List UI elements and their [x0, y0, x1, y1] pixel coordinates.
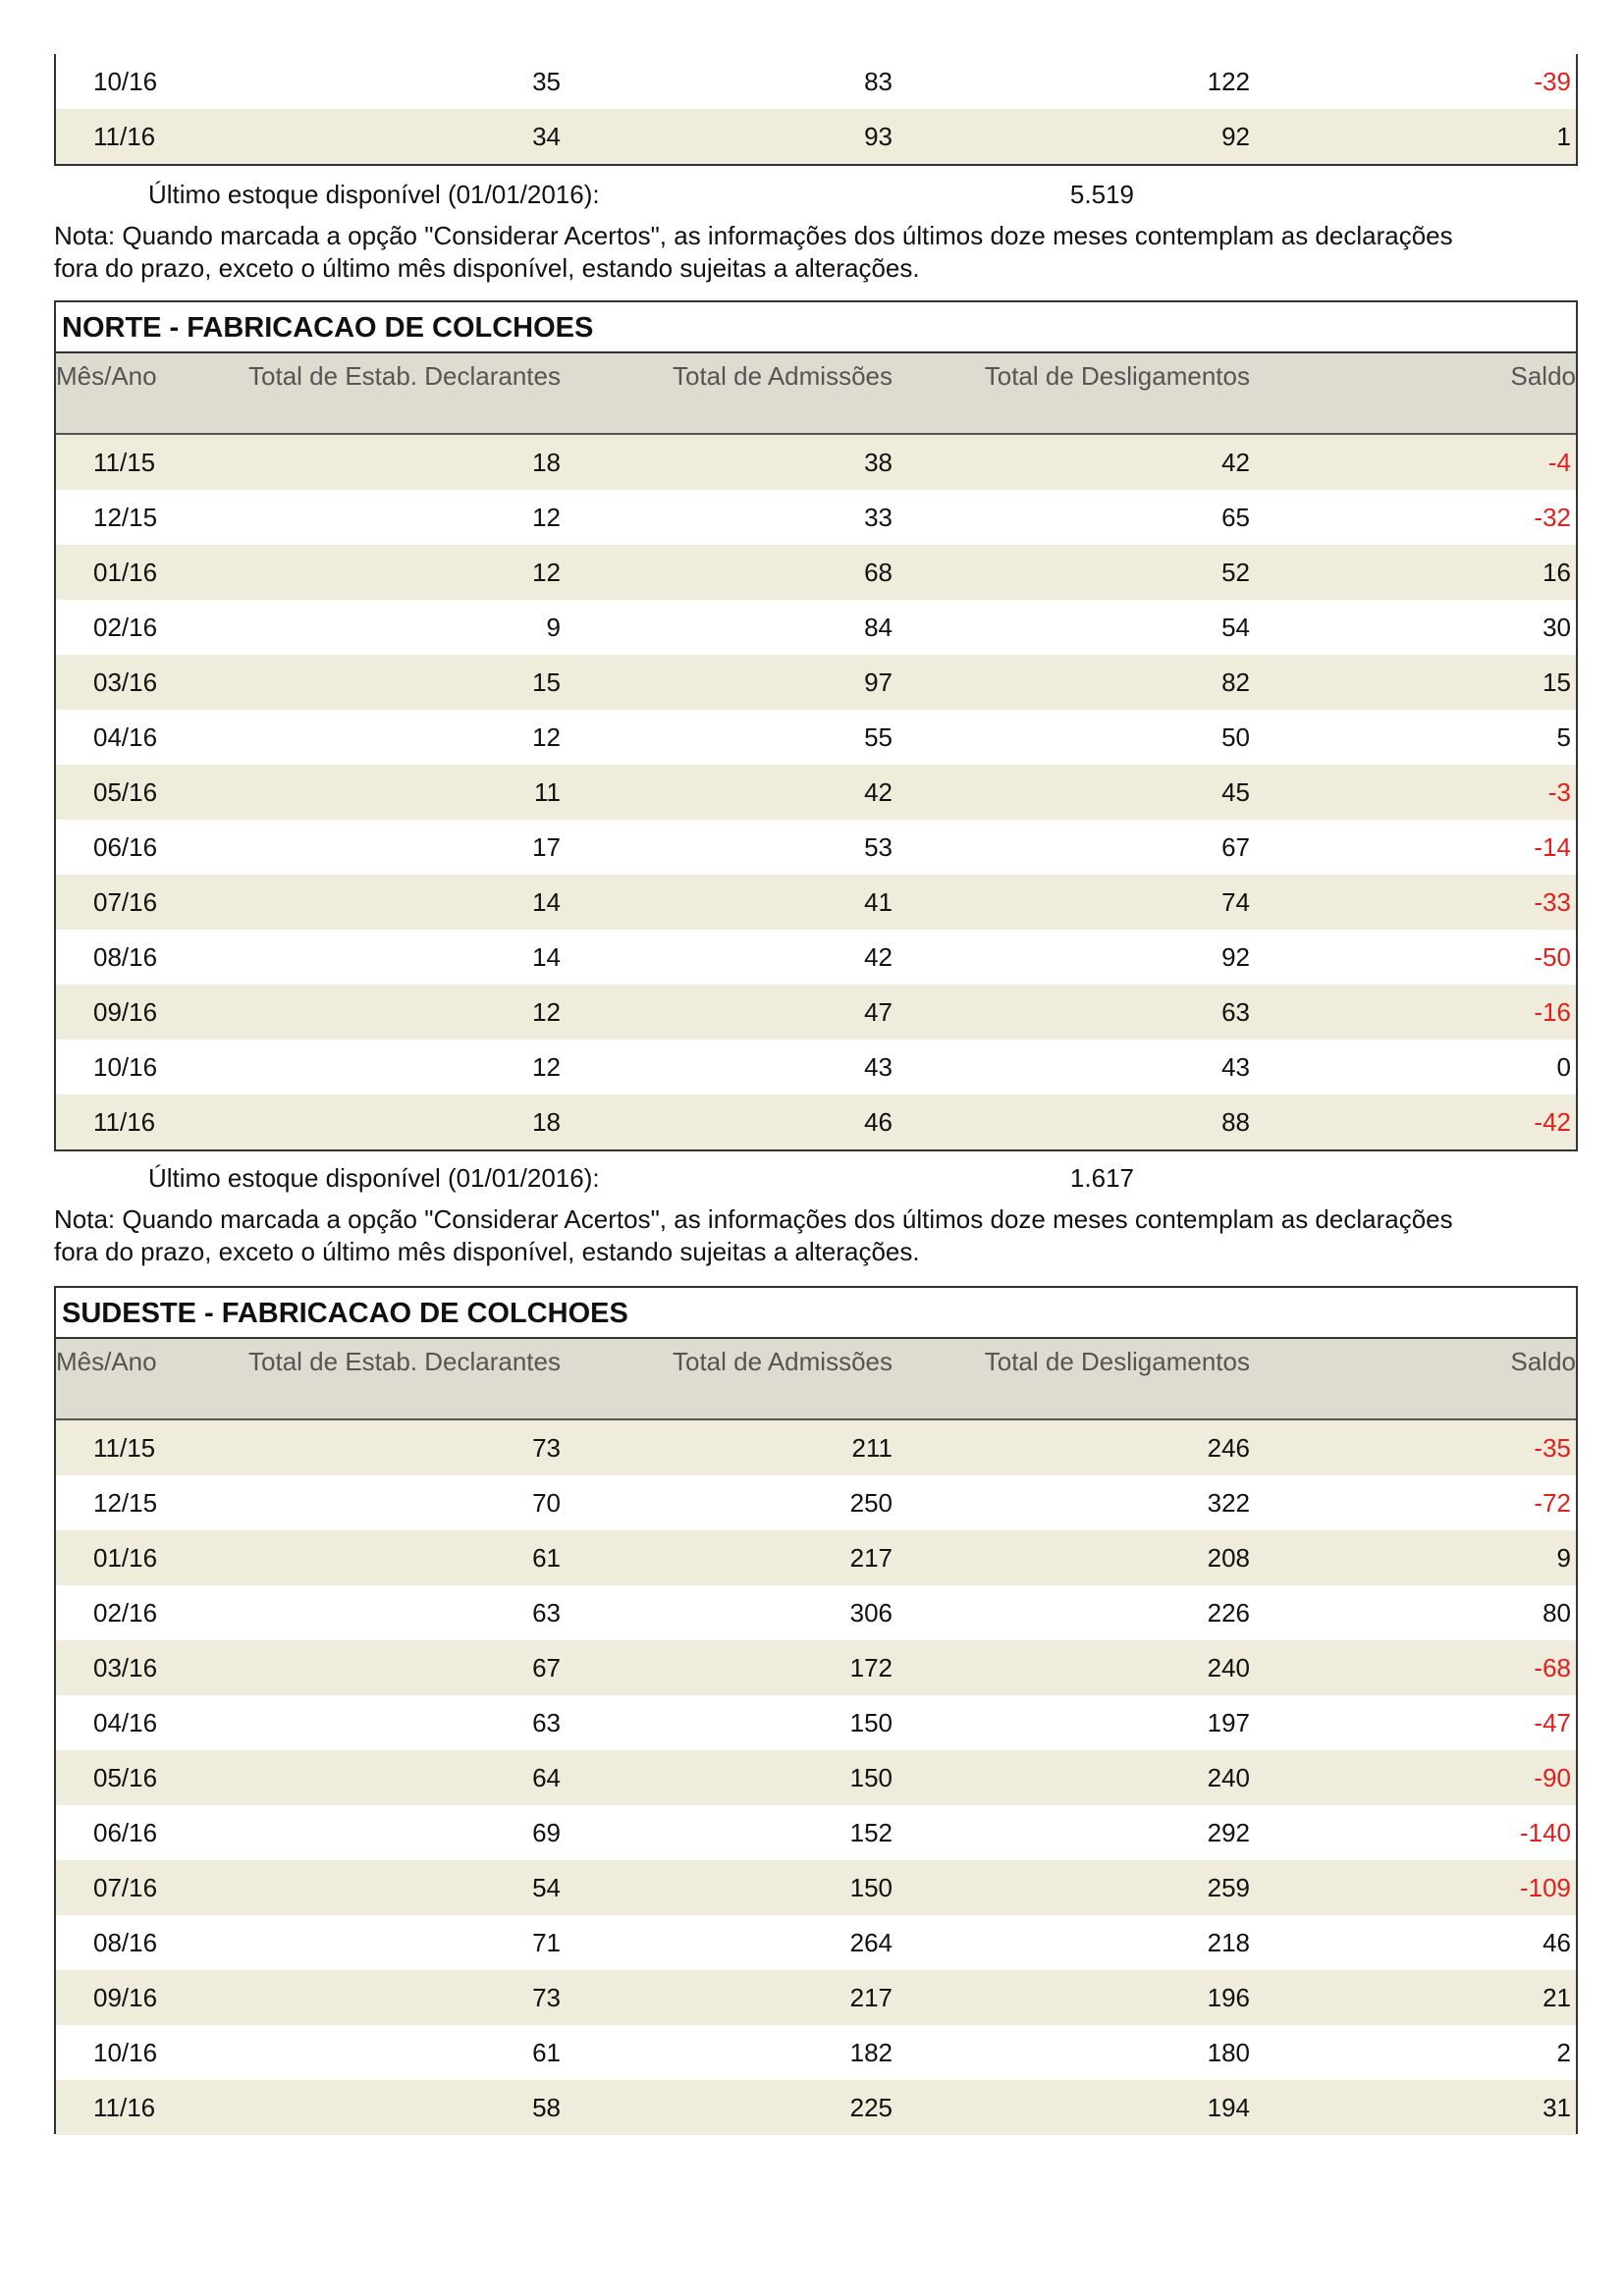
cell-saldo: -39	[1534, 67, 1571, 96]
header-desligamentos: Total de Desligamentos	[984, 1347, 1250, 1376]
cell-mes-ano: 02/16	[93, 613, 158, 642]
note-previous	[54, 220, 1586, 285]
cell-admissoes: 83	[864, 67, 893, 96]
cell-saldo: -68	[1534, 1653, 1571, 1682]
cell-admissoes: 264	[849, 1928, 893, 1957]
cell-mes-ano: 06/16	[93, 832, 158, 862]
note-line-1: Nota: Quando marcada a opção "Considerar Acertos", as informações dos últimos doze meses contemplam as declarações	[54, 1204, 1453, 1234]
table-row	[56, 1970, 1576, 2025]
cell-desligamentos: 65	[1221, 503, 1250, 532]
cell-estab: 70	[532, 1488, 561, 1518]
cell-saldo: -42	[1534, 1107, 1571, 1137]
cell-saldo: -140	[1519, 1818, 1571, 1847]
cell-mes-ano: 10/16	[93, 67, 158, 96]
cell-saldo: -72	[1534, 1488, 1571, 1518]
stock-value: 5.519	[1069, 180, 1134, 209]
cell-mes-ano: 11/16	[93, 122, 156, 151]
cell-estab: 63	[532, 1708, 561, 1737]
cell-admissoes: 41	[864, 887, 893, 917]
cell-desligamentos: 52	[1221, 558, 1250, 587]
table-row	[56, 820, 1576, 875]
cell-estab: 9	[546, 613, 561, 642]
norte-table	[54, 300, 1578, 1151]
table-row	[56, 109, 1576, 164]
table-row	[56, 600, 1576, 655]
table-row	[56, 1475, 1576, 1530]
table-row	[56, 1420, 1576, 1475]
cell-mes-ano: 04/16	[93, 1708, 158, 1737]
cell-admissoes: 250	[849, 1488, 893, 1518]
cell-desligamentos: 322	[1207, 1488, 1250, 1518]
cell-mes-ano: 07/16	[93, 1873, 158, 1902]
note-line-1: Nota: Quando marcada a opção "Considerar Acertos", as informações dos últimos doze meses contemplam as declarações	[54, 221, 1453, 250]
cell-admissoes: 38	[864, 448, 893, 477]
header-admissoes: Total de Admissões	[672, 361, 893, 391]
cell-desligamentos: 92	[1221, 122, 1250, 151]
cell-estab: 34	[532, 122, 561, 151]
cell-desligamentos: 194	[1207, 2093, 1250, 2122]
stock-label: Último estoque disponível (01/01/2016):	[148, 1163, 600, 1193]
table-row	[56, 985, 1576, 1040]
cell-desligamentos: 208	[1207, 1543, 1250, 1573]
cell-desligamentos: 54	[1221, 613, 1250, 642]
cell-estab: 11	[534, 777, 561, 807]
cell-estab: 73	[532, 1433, 561, 1463]
note-norte	[54, 1203, 1586, 1268]
cell-saldo: -50	[1534, 942, 1571, 972]
cell-mes-ano: 11/16	[93, 2093, 156, 2122]
table-row	[56, 1695, 1576, 1750]
cell-estab: 61	[532, 2038, 561, 2067]
cell-admissoes: 211	[851, 1433, 893, 1463]
cell-estab: 54	[532, 1873, 561, 1902]
cell-desligamentos: 226	[1207, 1598, 1250, 1628]
section-title-sudeste: SUDESTE - FABRICACAO DE COLCHOES	[56, 1288, 1576, 1339]
cell-desligamentos: 74	[1221, 887, 1250, 917]
cell-saldo: 2	[1556, 2038, 1571, 2067]
table-row	[56, 765, 1576, 820]
cell-admissoes: 84	[864, 613, 893, 642]
table-row	[56, 490, 1576, 545]
section-title-norte: NORTE - FABRICACAO DE COLCHOES	[56, 302, 1576, 353]
cell-saldo: -109	[1519, 1873, 1571, 1902]
cell-admissoes: 47	[864, 997, 893, 1027]
header-estab: Total de Estab. Declarantes	[248, 361, 561, 391]
cell-estab: 18	[532, 1107, 561, 1137]
header-mes-ano: Mês/Ano	[56, 361, 157, 391]
cell-estab: 73	[532, 1983, 561, 2012]
cell-desligamentos: 92	[1221, 942, 1250, 972]
cell-mes-ano: 03/16	[93, 1653, 158, 1682]
cell-admissoes: 55	[864, 722, 893, 752]
cell-saldo: -16	[1534, 997, 1571, 1027]
table-row	[56, 1585, 1576, 1640]
cell-saldo: 31	[1542, 2093, 1571, 2122]
cell-estab: 12	[532, 1052, 561, 1082]
cell-admissoes: 93	[864, 122, 893, 151]
cell-mes-ano: 02/16	[93, 1598, 158, 1628]
norte-rows	[56, 435, 1576, 1149]
table-row	[56, 545, 1576, 600]
table-row	[56, 655, 1576, 710]
cell-mes-ano: 11/16	[93, 1107, 156, 1137]
cell-mes-ano: 04/16	[93, 722, 158, 752]
stock-label: Último estoque disponível (01/01/2016):	[148, 180, 600, 209]
table-row	[56, 54, 1576, 109]
cell-desligamentos: 45	[1221, 777, 1250, 807]
cell-estab: 58	[532, 2093, 561, 2122]
cell-estab: 12	[532, 722, 561, 752]
cell-mes-ano: 12/15	[93, 1488, 158, 1518]
cell-desligamentos: 196	[1207, 1983, 1250, 2012]
note-line-2: fora do prazo, exceto o último mês disponível, estando sujeitas a alterações.	[54, 253, 920, 283]
cell-admissoes: 217	[849, 1983, 893, 2012]
cell-admissoes: 43	[864, 1052, 893, 1082]
cell-saldo: -3	[1547, 777, 1571, 807]
cell-admissoes: 306	[849, 1598, 893, 1628]
cell-admissoes: 172	[849, 1653, 893, 1682]
cell-admissoes: 53	[864, 832, 893, 862]
cell-saldo: 16	[1542, 558, 1571, 587]
note-line-2: fora do prazo, exceto o último mês disponível, estando sujeitas a alterações.	[54, 1237, 920, 1266]
cell-desligamentos: 240	[1207, 1763, 1250, 1792]
cell-estab: 12	[532, 997, 561, 1027]
stock-line-previous	[54, 180, 1578, 219]
cell-mes-ano: 03/16	[93, 667, 158, 697]
cell-mes-ano: 11/15	[93, 448, 156, 477]
header-mes-ano: Mês/Ano	[56, 1347, 157, 1376]
cell-estab: 35	[532, 67, 561, 96]
cell-estab: 12	[532, 558, 561, 587]
cell-admissoes: 182	[849, 2038, 893, 2067]
table-row	[56, 875, 1576, 930]
table-row	[56, 1805, 1576, 1860]
cell-mes-ano: 05/16	[93, 1763, 158, 1792]
cell-admissoes: 150	[849, 1873, 893, 1902]
cell-estab: 12	[532, 503, 561, 532]
cell-saldo: 46	[1542, 1928, 1571, 1957]
table-row	[56, 710, 1576, 765]
table-row	[56, 1915, 1576, 1970]
header-saldo: Saldo	[1510, 1347, 1576, 1376]
cell-desligamentos: 180	[1207, 2038, 1250, 2067]
cell-mes-ano: 12/15	[93, 503, 158, 532]
cell-desligamentos: 88	[1221, 1107, 1250, 1137]
cell-saldo: 5	[1556, 722, 1571, 752]
cell-mes-ano: 01/16	[93, 1543, 158, 1573]
cell-mes-ano: 10/16	[93, 2038, 158, 2067]
cell-admissoes: 97	[864, 667, 893, 697]
cell-admissoes: 217	[849, 1543, 893, 1573]
cell-admissoes: 68	[864, 558, 893, 587]
cell-mes-ano: 05/16	[93, 777, 158, 807]
table-row	[56, 2025, 1576, 2080]
cell-mes-ano: 09/16	[93, 997, 158, 1027]
table-row	[56, 1530, 1576, 1585]
cell-saldo: 80	[1542, 1598, 1571, 1628]
cell-saldo: -47	[1534, 1708, 1571, 1737]
cell-admissoes: 150	[849, 1708, 893, 1737]
cell-admissoes: 33	[864, 503, 893, 532]
cell-saldo: 30	[1542, 613, 1571, 642]
cell-desligamentos: 122	[1207, 67, 1250, 96]
cell-estab: 18	[532, 448, 561, 477]
table-header	[56, 1339, 1576, 1420]
cell-saldo: -35	[1534, 1433, 1571, 1463]
cell-saldo: 21	[1542, 1983, 1571, 2012]
cell-saldo: 1	[1556, 122, 1571, 151]
cell-estab: 63	[532, 1598, 561, 1628]
cell-desligamentos: 246	[1207, 1433, 1250, 1463]
header-estab: Total de Estab. Declarantes	[248, 1347, 561, 1376]
cell-estab: 15	[532, 667, 561, 697]
table-row	[56, 930, 1576, 985]
cell-saldo: -33	[1534, 887, 1571, 917]
cell-mes-ano: 09/16	[93, 1983, 158, 2012]
cell-mes-ano: 01/16	[93, 558, 158, 587]
cell-estab: 71	[532, 1928, 561, 1957]
cell-desligamentos: 63	[1221, 997, 1250, 1027]
cell-admissoes: 42	[864, 942, 893, 972]
cell-estab: 17	[532, 832, 561, 862]
stock-value: 1.617	[1069, 1163, 1134, 1193]
table-header	[56, 353, 1576, 435]
table-row	[56, 1640, 1576, 1695]
sudeste-rows	[56, 1420, 1576, 2135]
cell-desligamentos: 67	[1221, 832, 1250, 862]
cell-admissoes: 42	[864, 777, 893, 807]
table-row	[56, 1860, 1576, 1915]
cell-admissoes: 46	[864, 1107, 893, 1137]
cell-admissoes: 225	[849, 2093, 893, 2122]
cell-estab: 61	[532, 1543, 561, 1573]
cell-estab: 69	[532, 1818, 561, 1847]
cell-desligamentos: 259	[1207, 1873, 1250, 1902]
table-row	[56, 1750, 1576, 1805]
cell-desligamentos: 42	[1221, 448, 1250, 477]
cell-saldo: 15	[1542, 667, 1571, 697]
cell-desligamentos: 43	[1221, 1052, 1250, 1082]
cell-saldo: 0	[1556, 1052, 1571, 1082]
cell-desligamentos: 50	[1221, 722, 1250, 752]
header-desligamentos: Total de Desligamentos	[984, 361, 1250, 391]
cell-desligamentos: 218	[1207, 1928, 1250, 1957]
header-admissoes: Total de Admissões	[672, 1347, 893, 1376]
cell-saldo: -32	[1534, 503, 1571, 532]
cell-estab: 14	[532, 942, 561, 972]
cell-estab: 14	[532, 887, 561, 917]
cell-estab: 64	[532, 1763, 561, 1792]
cell-admissoes: 152	[849, 1818, 893, 1847]
table-row	[56, 2080, 1576, 2135]
previous-region-table-continuation	[54, 54, 1578, 166]
cell-saldo: -14	[1534, 832, 1571, 862]
table-row	[56, 435, 1576, 490]
sudeste-table	[54, 1286, 1578, 2134]
cell-saldo: -90	[1534, 1763, 1571, 1792]
cell-mes-ano: 06/16	[93, 1818, 158, 1847]
cell-mes-ano: 08/16	[93, 1928, 158, 1957]
table-row	[56, 1095, 1576, 1149]
cell-estab: 67	[532, 1653, 561, 1682]
header-saldo: Saldo	[1510, 361, 1576, 391]
cell-saldo: 9	[1556, 1543, 1571, 1573]
cell-mes-ano: 07/16	[93, 887, 158, 917]
cell-mes-ano: 11/15	[93, 1433, 156, 1463]
cell-desligamentos: 197	[1207, 1708, 1250, 1737]
cell-mes-ano: 08/16	[93, 942, 158, 972]
stock-line-norte	[54, 1163, 1578, 1202]
cell-desligamentos: 292	[1207, 1818, 1250, 1847]
table-row	[56, 1040, 1576, 1095]
cell-desligamentos: 82	[1221, 667, 1250, 697]
cell-saldo: -4	[1547, 448, 1571, 477]
cell-admissoes: 150	[849, 1763, 893, 1792]
cell-desligamentos: 240	[1207, 1653, 1250, 1682]
cell-mes-ano: 10/16	[93, 1052, 158, 1082]
